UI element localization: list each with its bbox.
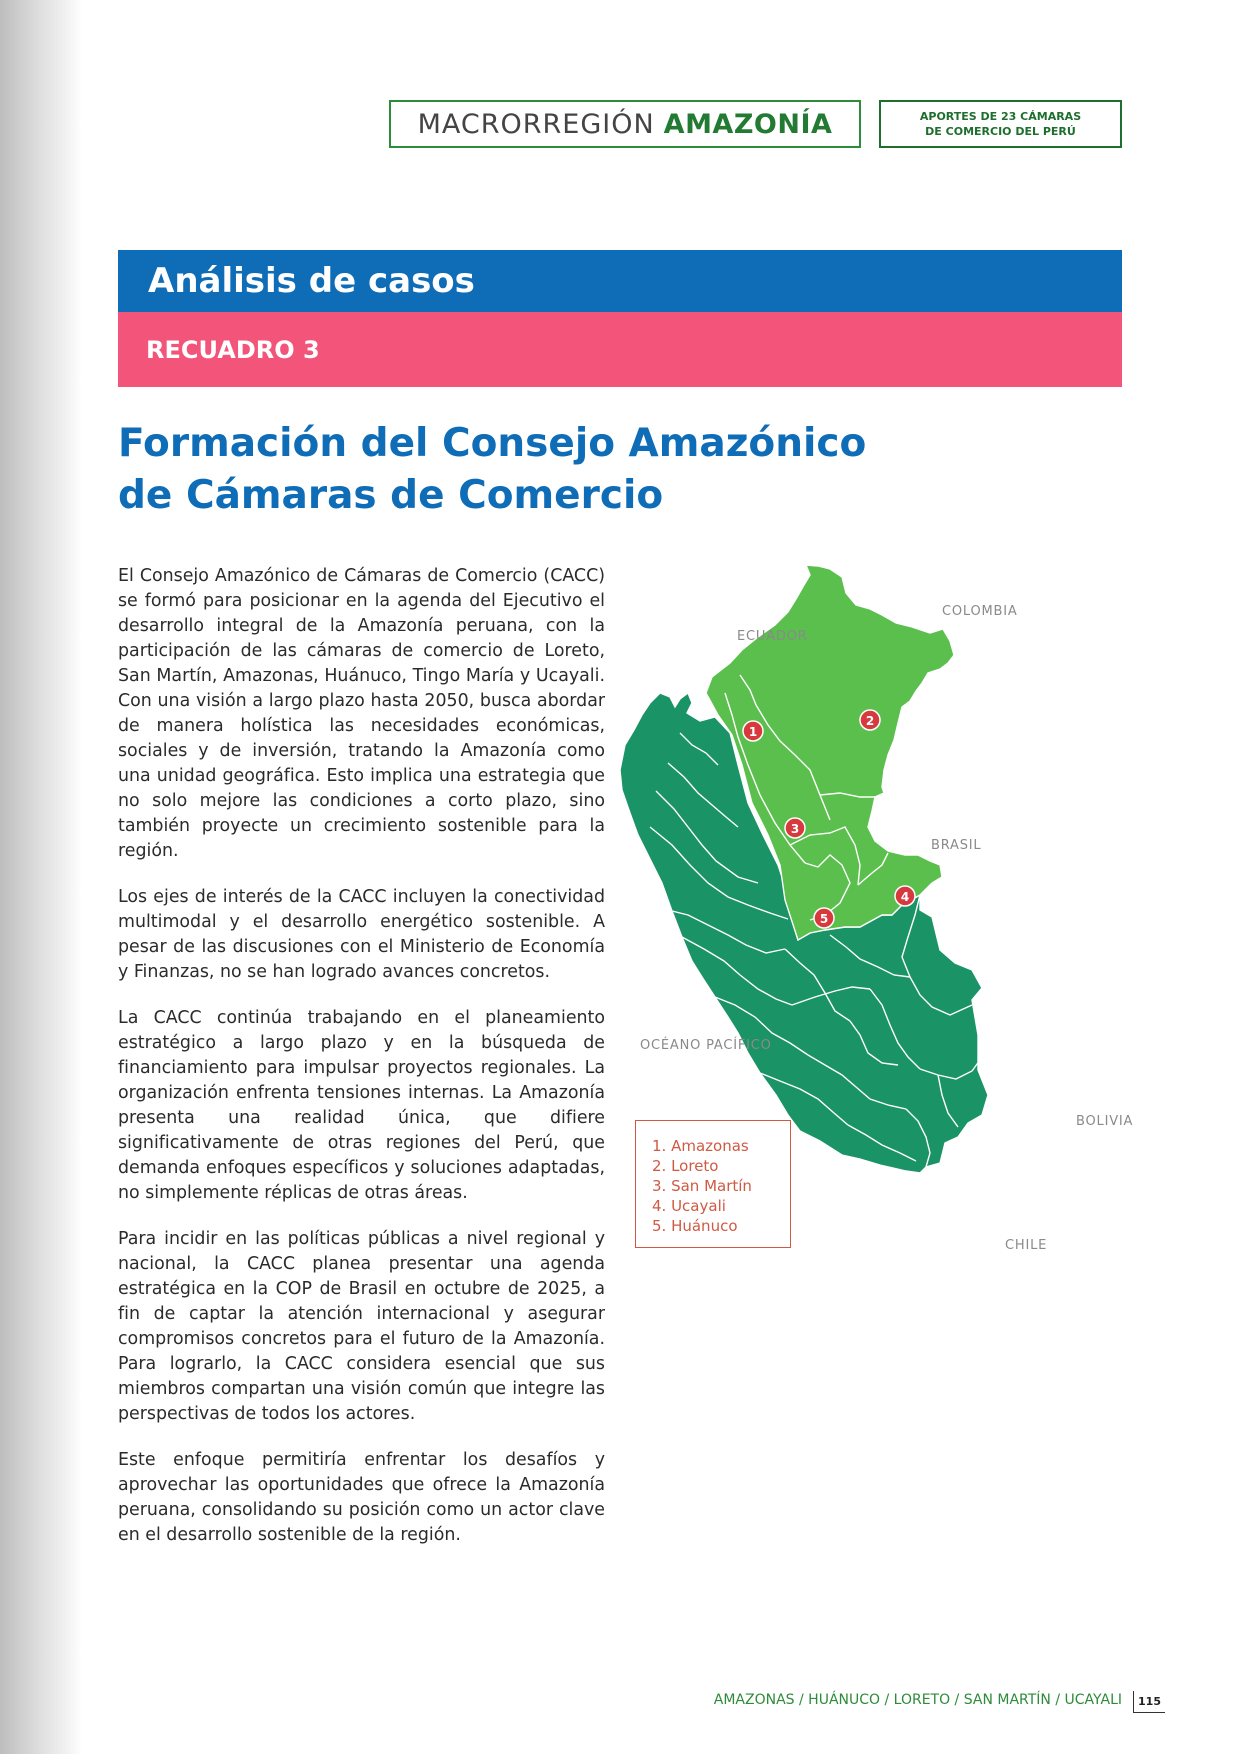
- label-oceano-pacifico: OCÉANO PACÍFICO: [640, 1038, 772, 1053]
- map-legend: [635, 1120, 791, 1248]
- page-number: 115: [1133, 1691, 1165, 1713]
- legend-item: 2. Loreto: [652, 1157, 719, 1175]
- paragraph: Para incidir en las políticas públicas a nivel regional y nacional, la CACC planea presentar una agenda estratégica en la COP de Brasil en octubre de 2025, a fin de captar la atención internacional y asegurar compromisos concretos para el futuro de la Amazonía. Para lograrlo, la CACC considera esencial que sus miembros compartan una visión común que integre las perspectivas de todos los actores.: [118, 1229, 605, 1424]
- footer-regions: AMAZONAS / HUÁNUCO / LORETO / SAN MARTÍN / UCAYALI: [713, 1692, 1122, 1708]
- map-marker: [743, 721, 763, 741]
- map-marker: [814, 908, 834, 928]
- legend-item: 3. San Martín: [652, 1177, 752, 1195]
- legend-item: 4. Ucayali: [652, 1197, 726, 1215]
- banner-title-band: [118, 250, 1122, 312]
- article-title-line1: Formación del Consejo Amazónico: [118, 421, 867, 466]
- label-ecuador: ECUADOR: [737, 629, 808, 644]
- map-marker: [860, 710, 880, 730]
- svg-text:1: 1: [748, 725, 758, 739]
- section-header: [389, 100, 861, 148]
- label-bolivia: BOLIVIA: [1076, 1114, 1134, 1129]
- section-header-bold: AMAZONÍA: [663, 108, 833, 140]
- article-body: [118, 564, 605, 1569]
- svg-text:3: 3: [790, 822, 800, 836]
- paragraph: El Consejo Amazónico de Cámaras de Comercio (CACC) se formó para posicionar en la agenda del Ejecutivo el desarrollo integral de la Amazonía peruana, con la participación de las cámaras de comercio de Loreto, San Martín, Amazonas, Huánuco, Tingo María y Ucayali. Con una visión a largo plazo hasta 2050, busca abordar de manera holística las necesidades económicas, sociales y de inversión, tratando la Amazonía como una unidad geográfica. Esto implica una estrategia que no solo mejore las condiciones a corto plazo, sino también proyecte un crecimiento sostenible para la región.: [118, 566, 605, 861]
- header-badge-line1: APORTES DE 23 CÁMARAS: [919, 110, 1082, 123]
- label-brasil: BRASIL: [931, 838, 982, 853]
- svg-text:4: 4: [900, 890, 910, 904]
- banner-title: Análisis de casos: [148, 261, 475, 301]
- legend-item: 1. Amazonas: [652, 1137, 749, 1155]
- svg-text:2: 2: [865, 714, 875, 728]
- label-chile: CHILE: [1005, 1238, 1048, 1253]
- svg-text:5: 5: [819, 912, 829, 926]
- paragraph: Los ejes de interés de la CACC incluyen la conectividad multimodal y el desarrollo energético sostenible. A pesar de las discusiones con el Ministerio de Economía y Finanzas, no se han logrado avances concretos.: [118, 887, 605, 982]
- banner-subtitle: RECUADRO 3: [146, 336, 320, 364]
- legend-item: 5. Huánuco: [652, 1217, 738, 1235]
- paragraph: Este enfoque permitiría enfrentar los desafíos y aprovechar las oportunidades que ofrece la Amazonía peruana, consolidando su posición como un actor clave en el desarrollo sostenible de la región.: [118, 1450, 605, 1545]
- label-colombia: COLOMBIA: [942, 604, 1018, 619]
- header-badge-line2: DE COMERCIO DEL PERÚ: [925, 125, 1076, 138]
- banner-subtitle-band: [118, 312, 1122, 387]
- section-header-light: MACRORREGIÓN: [417, 108, 655, 140]
- page-edge-shadow: [0, 0, 82, 1754]
- article-title: [118, 418, 1018, 522]
- header-badge: [879, 100, 1122, 148]
- article-title-line2: de Cámaras de Comercio: [118, 473, 664, 518]
- map-marker: [785, 818, 805, 838]
- map-marker: [895, 886, 915, 906]
- paragraph: La CACC continúa trabajando en el planeamiento estratégico a largo plazo y en la búsqueda de financiamiento para impulsar proyectos regionales. La organización enfrenta tensiones internas. La Amazonía presenta una realidad única, que difiere significativamente de otras regiones del Perú, que demanda enfoques específicos y soluciones adaptadas, no simplemente réplicas de otras áreas.: [118, 1008, 605, 1203]
